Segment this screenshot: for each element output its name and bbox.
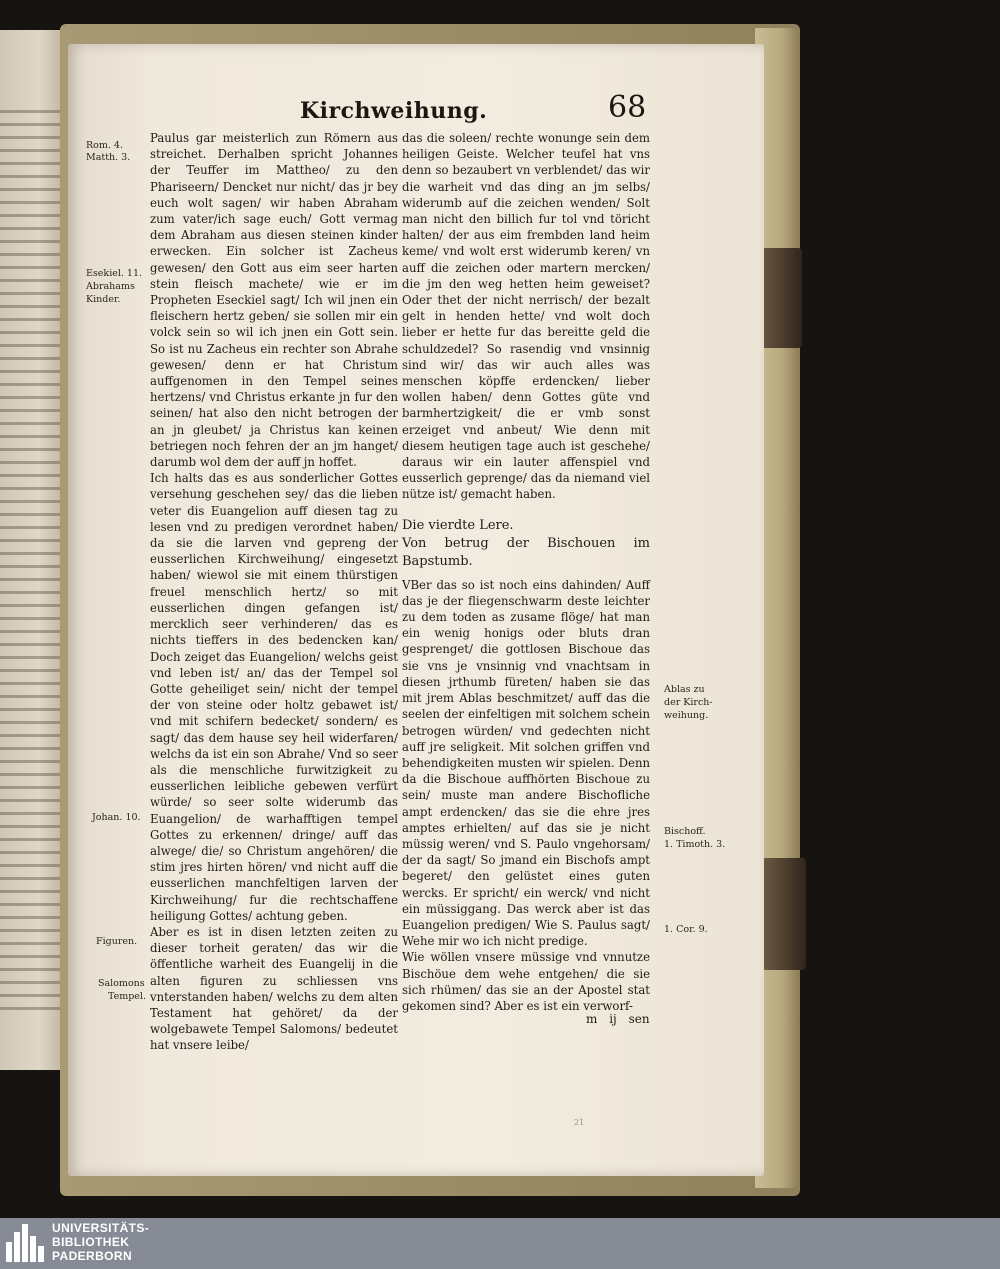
footer-bar [0, 1218, 1000, 1269]
clasp-top [758, 248, 802, 348]
paragraph: Wie wöllen vnsere müssige vnd vnnutze Bischöue dem wehe entgehen/ die sie sich rhümen/ das sie an der Apostel stat gekomen sind? Aber es ist ein verworf- [402, 950, 650, 1013]
margin-note-der-kirch: der Kirch- [664, 697, 713, 708]
margin-note-abrahams: Abrahams [86, 281, 135, 292]
faint-pencil-mark: 21 [574, 1118, 585, 1127]
paragraph: Ich halts das es aus sonderlicher Gottes versehung geschehen sey/ das die lieben veter dis Euangelion auff diesen tag zu lesen vnd zu predigen verordnet haben/ da sie die larven vnd gepreng der eusserlichen Kirchweihung/ eingesetzt haben/ wiewol sie mit einem thürstigen freuel menschlich hertz/ so mit eusserlichen dingen gefangen ist/ mercklich seer verhinderen/ das es nichts tieffers in des bedencken kan/ Doch zeiget das Euangelion/ welchs geist vnd leben ist/ an/ das der Tempel sol Gotte geheiliget sein/ nicht der tempel der von steine oder holtz gebawet ist/ vnd mit schifern bedecket/ sondern/ es sagt/ das dem hause sey heil widerfaren/ welchs da ist ein son Abrahe/ Vnd so seer als die menschliche furwitzigkeit zu eusserlichen leibliche gebewen verfürt würde/ so seer solte widerumb das Euangelion/ de warhafftigen tempel Gottes zu erkennen/ dringe/ auff das alwege/ die/ so Christum angehören/ die stim jres hirten hören/ vnd nicht auff die eusserlichen manchfeltigen larven der Kirchweihung/ fur die rechtschaffene heiligung Gottes/ achtung geben. [150, 471, 398, 923]
paragraph: Paulus gar meisterlich zun Römern aus streichet. Derhalben spricht Johannes der Teuffer im Mattheo/ zu den Phariseern/ Dencket nur nicht/ das jr bey euch wolt sagen/ wir haben Abraham zum vater/ich sage euch/ Gott vermag dem Abraham aus diesen steinen kinder erwecken. Ein solcher ist Zacheus gewesen/ den Gott aus eim seer harten stein fleisch machete/ wie er im Propheten Eseckiel sagt/ Ich wil jnen ein fleischern hertz geben/ sie sollen mir ein volck sein so wil ich jnen ein Gott sein. So ist nu Zacheus ein rechter son Abrahe gewesen/ denn er hat Christum auffgenomen in den Tempel seines hertzens/ vnd Christus erkante jn fur den seinen/ hat also den nicht betrogen der an jn gleubet/ ja Christus kan keinen betriegen noch fehren der an jm hanget/ darumb wol dem der auff jn hoffet. [150, 131, 398, 470]
library-name-line-2: BIBLIOTHEK [52, 1235, 130, 1249]
text-column-1 [150, 130, 398, 1054]
library-name [52, 1221, 149, 1263]
margin-note-ablas: Ablas zu [664, 684, 705, 695]
margin-note-tempel: Tempel. [108, 991, 146, 1002]
margin-note-matth: Matth. 3. [86, 152, 131, 163]
text-column-2 [402, 130, 650, 1014]
library-bars-logo-icon [6, 1224, 46, 1262]
paragraph: Aber es ist in disen letzten zeiten zu dieser torheit geraten/ das wir die öffentliche warheit des Euangelij in die alten figuren zu schliessen vns vnterstanden haben/ welchs zu dem alten Testament hat gehöret/ da der wolgebawete Tempel Salomons/ bedeutet hat vnsere leibe/ [150, 924, 398, 1053]
section-heading: Die vierdte Lere. [402, 517, 514, 533]
page-number: 68 [608, 90, 647, 125]
margin-note-esekiel: Esekiel. 11. [86, 268, 143, 279]
library-name-line-1: UNIVERSITÄTS- [52, 1221, 150, 1235]
library-name-line-3: PADERBORN [52, 1249, 133, 1263]
paragraph: VBer das so ist noch eins dahinden/ Auff das je der fliegenschwarm deste leichter zu dem toden as zusame flöge/ hat man ein wenig honigs oder bluts dran gesprenget/ die gottlosen Bischoue das sie vns je vnsinnig vnd vnachtsam in diesen jrthumb füreten/ haben sie das mit jrem Ablas beschmitzet/ auff das die seelen der einfeltigen mit solchem schein betrogen würden/ vnd gedechten nicht auff jre seligkeit. Mit solchen griffen vnd behendigkeiten musten wir spielen. Denn da die Bischoue auffhörten Bischoue zu sein/ muste man andere Bischofliche ampt erdencken/ das sie die ehre jres amptes erhielten/ auf das sie je nicht müssig weren/ vnd S. Paulo vngehorsam/ der da sagt/ So jmand ein Bischofs ampt begeret/ den gelüstet eines guten wercks. Er spricht/ ein werck/ vnd nicht ein müssiggang. Das werck aber ist das Euangelion predigen/ Wie S. Paulus sagt/ Wehe mir wo ich nicht predige. [402, 577, 650, 949]
margin-note-johan: Johan. 10. [92, 812, 141, 823]
margin-note-salomons: Salomons [98, 978, 145, 989]
running-title: Kirchweihung. [300, 98, 488, 124]
margin-note-rom: Rom. 4. [86, 140, 123, 151]
margin-note-bischoff: Bischoff. [664, 826, 706, 837]
margin-note-timoth: 1. Timoth. 3. [664, 839, 726, 850]
paragraph: das die soleen/ rechte wonunge sein dem heiligen Geiste. Welcher teufel hat vns denn so bezaubert vn verblendet/ das wir die warheit vnd das ding an jm selbs/ widerumb auf die zeichen wenden/ Solt man nicht den billich fur tol vnd töricht halten/ der aus eim frembden land heim keme/ vnd wolt erst widerumb keren/ vn auff die zeichen oder martern mercken/ die jm den weg hetten heim geweiset? Oder thet der nicht nerrisch/ der bezalt gelt in henden hette/ vnd wolt doch lieber er hette fur das bereitte geld die schuldzedel? So rasendig vnd vnsinnig sind wir/ das wir auch alles was menschen köpffe erdencken/ lieber wollen haben/ denn Gottes güte vnd barmhertzigkeit/ die er vmb sonst erzeiget vnd anbeut/ Wie denn mit diesem heutigen tage auch ist geschehe/ daraus wir ein lauter affenspiel vnd eusserlich geprenge/ das da niemand viel nütze ist/ gemacht haben. [402, 131, 650, 502]
margin-note-cor: 1. Cor. 9. [664, 924, 708, 935]
clasp-bottom [762, 858, 806, 970]
margin-note-kinder: Kinder. [86, 294, 121, 305]
margin-note-figuren: Figuren. [96, 936, 138, 947]
margin-note-weihung: weihung. [664, 710, 709, 721]
section-subheading: Von betrug der Bischouen im Bapstumb. [402, 535, 650, 569]
catchword: m ij sen [586, 1012, 650, 1026]
